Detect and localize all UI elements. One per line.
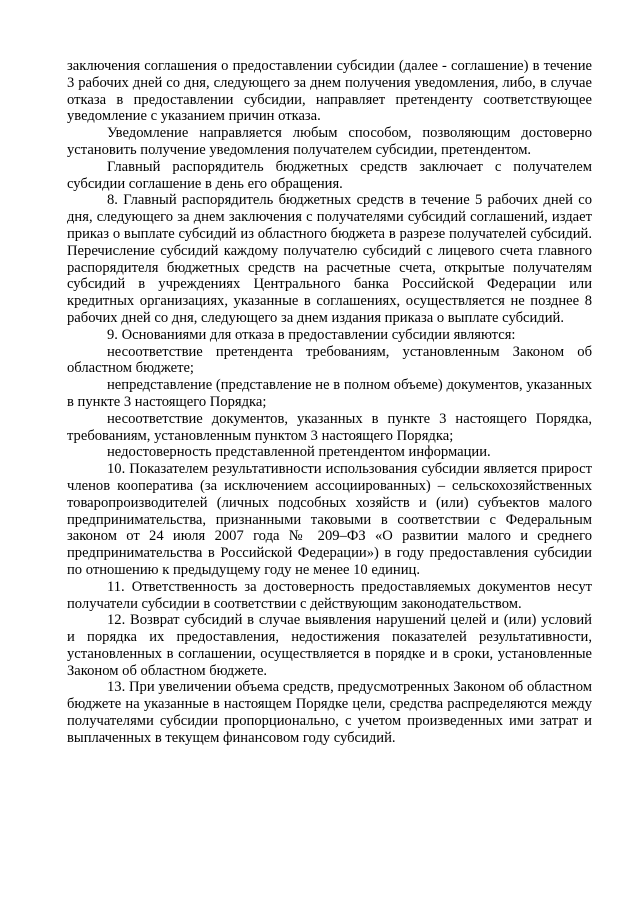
paragraph-item-9-reason-2: непредставление (представление не в полном объеме) документов, указанных в пункте 3 настоящего Порядка; — [67, 377, 592, 410]
paragraph-agreement-day: Главный распорядитель бюджетных средств заключает с получателем субсидии соглашение в день его обращения. — [67, 158, 592, 192]
paragraph-item-12: 12. Возврат субсидий в случае выявления нарушений целей и (или) условий и порядка их предоставления, недостижения показателей результативности, установленных в соглашении, осуществляется в порядке и в сроки, установленные Законом об областном бюджете. — [67, 612, 592, 679]
paragraph-item-8: 8. Главный распорядитель бюджетных средств в течение 5 рабочих дней со дня, следующего за днем заключения с получателями субсидий соглашений, издает приказ о выплате субсидий из областного бюджета в разрезе получателей субсидий. Перечисление субсидий каждому получателю субсидий с лицевого счета главного распорядителя бюджетных средств на расчетные счета, открытые получателям субсидий в учреждениях Центрального банка Российской Федерации или кредитных организациях, указанные в соглашениях, осуществляется не позднее 8 рабочих дней со дня, следующего за днем издания приказа о выплате субсидий. — [67, 192, 592, 326]
paragraph-item-9-reason-3: несоответствие документов, указанных в пункте 3 настоящего Порядка, требованиям, установленным пунктом 3 настоящего Порядка; — [67, 410, 592, 444]
paragraph-item-9-reason-4: недостоверность представленной претендентом информации. — [107, 444, 491, 461]
paragraph-item-10: 10. Показателем результативности использования субсидии является прирост членов кооператива (за исключением ассоциированных) – сельскохозяйственных товаропроизводителей (личных подсобных хозяйств и (или) субъектов малого предпринимательства, признанными таковыми в соответствии с Федеральным законом от 24 июля 2007 года № 209–ФЗ «О развитии малого и среднего предпринимательства в Российской Федерации») в году предоставления субсидии по отношению к предыдущему году не менее 10 единиц. — [67, 461, 592, 578]
paragraph-item-9-reason-1: несоответствие претендента требованиям, установленным Законом об областном бюджете; — [67, 343, 592, 377]
paragraph-item-9: 9. Основаниями для отказа в предоставлении субсидии являются: — [107, 326, 516, 343]
paragraph-item-11: 11. Ответственность за достоверность предоставляемых документов несут получатели субсидии в соответствии с действующим законодательством. — [67, 578, 592, 612]
document-page — [67, 58, 592, 747]
paragraph-item-13: 13. При увеличении объема средств, предусмотренных Законом об областном бюджете на указанные в настоящем Порядке цели, средства распределяются между получателями субсидии пропорционально, с учетом произведенных ими затрат и выплаченных в текущем финансовом году субсидий. — [67, 679, 592, 746]
paragraph-notification-method: Уведомление направляется любым способом, позволяющим достоверно установить получение уведомления получателем субсидии, претендентом. — [67, 125, 592, 158]
paragraph-continuation: заключения соглашения о предоставлении субсидии (далее - соглашение) в течение 3 рабочих дней со дня, следующего за днем получения уведомления, либо, в случае отказа в предоставлении субсидии, направляет претенденту соответствующее уведомление с указанием причин отказа. — [67, 58, 592, 125]
